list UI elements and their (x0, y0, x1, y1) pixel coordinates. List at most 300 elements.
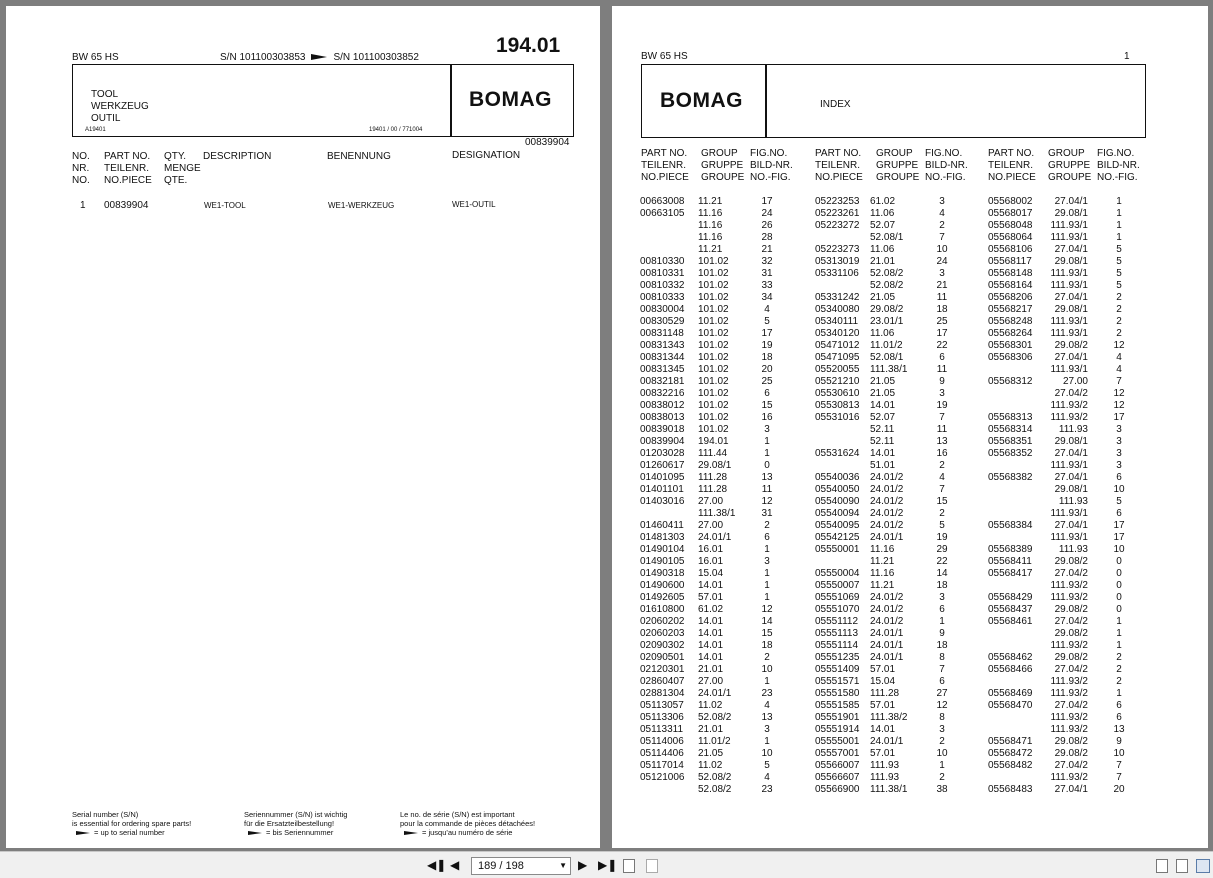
index-fig-no: 12 (1113, 340, 1125, 351)
index-part-no: 05568437 (988, 604, 1033, 615)
index-group: 27.04/2 (1054, 664, 1088, 675)
index-part-no: 05551113 (815, 628, 859, 639)
index-group: 111.93 (870, 772, 900, 783)
index-group: 194.01 (698, 436, 729, 447)
index-group: 29.08/1 (1054, 256, 1088, 267)
index-group: 14.01 (870, 724, 896, 735)
index-fig-no: 2 (1116, 328, 1122, 339)
index-part-no: 02120301 (640, 664, 685, 675)
index-fig-no: 0 (1116, 592, 1122, 603)
header-fig-2: FIG.NO. BILD-NR. NO.-FIG. (925, 148, 968, 183)
index-fig-no: 29 (936, 544, 948, 555)
title-block (72, 64, 574, 137)
index-part-no: 05568313 (988, 412, 1033, 423)
index-part-no: 00838012 (640, 400, 685, 411)
index-group: 111.38/1 (870, 364, 908, 375)
index-part-no (988, 712, 1040, 724)
index-group: 27.00 (1062, 376, 1088, 387)
index-part-no: 05568429 (988, 592, 1033, 603)
index-part-no (640, 244, 692, 256)
serial-from: S/N 101100303853 (220, 52, 306, 63)
index-part-no: 05568301 (988, 340, 1033, 351)
chevron-down-icon: ▼ (559, 861, 567, 870)
index-fig-no: 2 (1116, 316, 1122, 327)
index-group: 24.01/1 (870, 628, 904, 639)
index-part-no: 05550001 (815, 544, 860, 555)
index-group: 111.93/1 (1050, 232, 1088, 243)
index-group: 14.01 (698, 652, 724, 663)
index-fig-no: 6 (1116, 712, 1122, 723)
index-part-no: 01490318 (640, 568, 685, 579)
index-part-no: 05471095 (815, 352, 860, 363)
right-document-page (612, 6, 1208, 848)
index-part-no: 00810332 (640, 280, 685, 291)
index-part-no (988, 460, 1040, 472)
index-group: 27.04/2 (1054, 568, 1088, 579)
index-part-no: 05551069 (815, 592, 860, 603)
footer-note-fr: Le no. de série (S/N) est important pour la commande de pièces détachées! = jusqu'au numéro de série (400, 810, 536, 837)
row-benennung: WE1-WERKZEUG (328, 201, 395, 210)
index-part-no (815, 436, 867, 448)
index-group: 24.01/2 (870, 592, 904, 603)
index-part-no: 05540095 (815, 520, 860, 531)
index-part-no: 02860407 (640, 676, 685, 687)
col-header-description: DESCRIPTION (203, 151, 272, 162)
index-fig-no: 1 (764, 580, 770, 591)
index-part-no: 05340111 (815, 316, 859, 327)
index-fig-no: 6 (1116, 472, 1122, 483)
index-part-no (640, 784, 692, 796)
index-group: 111.93 (1058, 496, 1088, 507)
index-fig-no: 5 (1116, 244, 1122, 255)
index-part-column-3 (988, 196, 1040, 796)
index-group: 111.38/2 (870, 712, 908, 723)
index-fig-no: 19 (761, 340, 773, 351)
index-group: 27.04/2 (1054, 388, 1088, 399)
index-group: 11.01/2 (698, 736, 731, 747)
index-part-no (815, 280, 867, 292)
index-part-no: 02881304 (640, 688, 685, 699)
index-part-no: 00838013 (640, 412, 685, 423)
single-page-view-icon[interactable] (1156, 859, 1168, 873)
model-label: BW 65 HS (72, 52, 119, 63)
index-group: 24.01/1 (698, 532, 732, 543)
index-group: 24.01/2 (870, 520, 904, 531)
index-part-no: 01403016 (640, 496, 685, 507)
index-fig-no: 20 (1113, 784, 1125, 795)
index-fig-no: 25 (936, 316, 948, 327)
title-en: TOOL (91, 89, 119, 100)
index-fig-no: 10 (936, 244, 948, 255)
index-fig-no: 15 (761, 628, 773, 639)
index-group: 111.93/2 (1050, 400, 1088, 411)
index-group: 11.16 (870, 544, 895, 555)
index-part-no (988, 580, 1040, 592)
index-part-no: 00839904 (640, 436, 685, 447)
index-fig-no: 7 (939, 484, 945, 495)
index-group: 111.93 (1058, 424, 1088, 435)
index-fig-no: 9 (1116, 736, 1122, 747)
index-fig-no: 1 (1116, 640, 1122, 651)
index-fig-no: 18 (936, 640, 948, 651)
index-fig-no: 22 (936, 556, 948, 567)
index-part-no: 01203028 (640, 448, 685, 459)
index-group: 24.01/2 (870, 484, 904, 495)
index-group: 52.08/1 (870, 352, 904, 363)
index-part-no: 05121006 (640, 772, 685, 783)
index-fig-no: 2 (1116, 304, 1122, 315)
index-part-no: 05568002 (988, 196, 1033, 207)
bomag-logo: BOMAG (469, 88, 552, 111)
index-part-no: 05568048 (988, 220, 1033, 231)
index-fig-no: 6 (939, 352, 945, 363)
index-group: 29.08/2 (1054, 604, 1088, 615)
index-group: 52.08/1 (870, 232, 904, 243)
two-page-view-icon[interactable] (1196, 859, 1210, 873)
index-part-no: 00832216 (640, 388, 685, 399)
index-fig-no: 4 (764, 772, 770, 783)
index-group: 52.11 (870, 436, 895, 447)
index-fig-no: 21 (936, 280, 948, 291)
index-part-no (988, 496, 1040, 508)
header-fig-1: FIG.NO. BILD-NR. NO.-FIG. (750, 148, 793, 183)
index-part-no: 05551114 (815, 640, 859, 651)
header-group-3: GROUP GRUPPE GROUPE (1048, 148, 1092, 183)
index-part-no (815, 460, 867, 472)
index-part-no: 05520055 (815, 364, 860, 375)
index-part-no: 05114406 (640, 748, 684, 759)
index-group: 57.01 (870, 748, 896, 759)
index-fig-no: 2 (939, 772, 945, 783)
index-fig-no: 17 (1113, 412, 1125, 423)
header-group-1: GROUP GRUPPE GROUPE (701, 148, 745, 183)
index-group: 111.93/1 (1050, 268, 1088, 279)
index-fig-no: 2 (939, 460, 945, 471)
index-group: 11.16 (698, 232, 723, 243)
assembly-part-ref: 00839904 (525, 137, 570, 148)
index-fig-no: 5 (939, 520, 945, 531)
index-part-no (988, 400, 1040, 412)
index-fig-no: 26 (761, 220, 773, 231)
index-fig-no: 12 (1113, 388, 1125, 399)
index-fig-no: 1 (1116, 232, 1122, 243)
footer-note-de: Seriennummer (S/N) ist wichtig für die Ersatzteilbestellung! = bis Seriennummer (244, 810, 348, 837)
index-group: 51.01 (870, 460, 896, 471)
index-fig-no: 21 (761, 244, 773, 255)
index-group: 27.04/1 (1054, 448, 1088, 459)
index-fig-no: 8 (939, 652, 945, 663)
index-part-no: 00830004 (640, 304, 685, 315)
index-group: 101.02 (698, 256, 729, 267)
previous-page-icon[interactable]: ◀ (450, 858, 460, 872)
index-group: 11.06 (870, 208, 895, 219)
index-fig-column-1 (752, 196, 782, 796)
index-fig-no: 3 (764, 424, 770, 435)
index-part-no: 05568482 (988, 760, 1033, 771)
index-fig-no: 1 (764, 544, 770, 555)
index-part-no (988, 628, 1040, 640)
index-fig-no: 32 (761, 256, 773, 267)
index-group: 16.01 (698, 544, 724, 555)
index-group: 111.93/1 (1050, 364, 1088, 375)
index-part-no: 05568217 (988, 304, 1033, 315)
index-fig-no: 31 (761, 508, 773, 519)
index-fig-no: 0 (1116, 604, 1122, 615)
index-group: 111.93/2 (1050, 772, 1088, 783)
index-part-column-1 (640, 196, 692, 796)
index-fig-no: 6 (1116, 508, 1122, 519)
index-fig-column-3 (1104, 196, 1134, 796)
index-part-no: 05223273 (815, 244, 860, 255)
index-group: 29.08/2 (1054, 340, 1088, 351)
index-fig-no: 4 (764, 304, 770, 315)
index-part-no: 05568106 (988, 244, 1033, 255)
index-fig-no: 4 (764, 700, 770, 711)
index-part-no: 05531016 (815, 412, 860, 423)
model-label: BW 65 HS (641, 51, 688, 62)
index-fig-no: 14 (936, 568, 948, 579)
index-part-no (988, 772, 1040, 784)
index-fig-no: 11 (936, 292, 948, 303)
index-fig-no: 3 (939, 592, 945, 603)
index-fig-no: 1 (1116, 196, 1122, 207)
index-fig-no: 10 (761, 748, 773, 759)
index-group: 29.08/1 (1054, 484, 1088, 495)
index-group: 21.05 (870, 388, 896, 399)
index-part-no: 05540094 (815, 508, 860, 519)
index-part-no (988, 532, 1040, 544)
index-fig-no: 2 (939, 220, 945, 231)
index-part-no: 05113057 (640, 700, 684, 711)
index-part-no (988, 388, 1040, 400)
index-part-no: 01490600 (640, 580, 685, 591)
title-de: WERKZEUG (91, 101, 149, 112)
index-fig-no: 17 (1113, 520, 1125, 531)
index-fig-no: 0 (1116, 556, 1122, 567)
index-fig-no: 31 (761, 268, 773, 279)
index-part-no: 01490104 (640, 544, 685, 555)
index-group: 11.16 (870, 568, 895, 579)
up-to-arrow-icon (311, 54, 327, 60)
header-part-no-3: PART NO. TEILENR. NO.PIECE (988, 148, 1036, 183)
index-part-no: 05568248 (988, 316, 1033, 327)
index-group: 27.04/2 (1054, 616, 1088, 627)
index-part-no: 05530813 (815, 400, 860, 411)
index-group: 24.01/1 (698, 688, 732, 699)
index-group: 29.08/1 (1054, 304, 1088, 315)
index-fig-no: 23 (761, 784, 773, 795)
index-group: 21.05 (870, 376, 896, 387)
index-fig-no: 3 (1116, 460, 1122, 471)
index-part-no: 01460411 (640, 520, 684, 531)
index-fig-no: 14 (761, 616, 773, 627)
index-group: 57.01 (870, 664, 896, 675)
index-fig-no: 18 (936, 304, 948, 315)
index-group: 29.08/2 (1054, 652, 1088, 663)
index-group: 111.93/1 (1050, 220, 1088, 231)
index-group: 14.01 (870, 448, 896, 459)
index-fig-no: 1 (1116, 628, 1122, 639)
index-group: 111.93 (1058, 544, 1088, 555)
index-group: 111.93/2 (1050, 592, 1088, 603)
index-fig-no: 24 (936, 256, 948, 267)
index-part-no: 05340120 (815, 328, 860, 339)
index-part-no: 00810333 (640, 292, 685, 303)
index-group: 52.08/2 (698, 712, 732, 723)
page-group-number: 194.01 (496, 34, 561, 57)
index-group: 14.01 (698, 628, 724, 639)
index-group: 111.93/1 (1050, 328, 1088, 339)
index-part-no: 05551112 (815, 616, 859, 627)
col-header-no: NO. NR. NO. (72, 151, 90, 186)
index-fig-no: 3 (939, 268, 945, 279)
index-fig-no: 13 (761, 472, 773, 483)
index-group: 11.21 (870, 556, 895, 567)
index-fig-no: 3 (939, 388, 945, 399)
index-fig-no: 3 (764, 556, 770, 567)
index-part-column-2 (815, 196, 867, 796)
page-select[interactable] (471, 857, 571, 875)
index-group: 101.02 (698, 400, 729, 411)
index-fig-no: 7 (939, 412, 945, 423)
index-group: 16.01 (698, 556, 724, 567)
drawing-ref: A19401 (85, 127, 106, 133)
index-part-no: 05471012 (815, 340, 860, 351)
index-fig-no: 18 (761, 640, 773, 651)
index-part-no: 05568017 (988, 208, 1033, 219)
row-description: WE1-TOOL (204, 201, 246, 210)
index-part-no: 00663008 (640, 196, 685, 207)
index-part-no: 00831345 (640, 364, 685, 375)
index-fig-no: 15 (761, 400, 773, 411)
index-part-no: 05568264 (988, 328, 1033, 339)
index-fig-no: 9 (939, 628, 945, 639)
paste-page-icon[interactable] (646, 859, 658, 873)
index-group: 111.38/1 (870, 784, 908, 795)
index-part-no (988, 484, 1040, 496)
index-fig-no: 5 (764, 316, 770, 327)
next-page-icon[interactable]: ▶ (578, 858, 588, 872)
index-group: 11.16 (698, 220, 723, 231)
index-group: 111.44 (698, 448, 728, 459)
last-page-icon[interactable]: ▶❚ (598, 858, 618, 872)
index-group: 29.08/2 (870, 304, 904, 315)
index-part-no: 05555001 (815, 736, 860, 747)
index-part-no: 05551409 (815, 664, 860, 675)
index-fig-no: 2 (764, 652, 770, 663)
index-group: 11.02 (698, 700, 723, 711)
index-part-no: 00810330 (640, 256, 685, 267)
index-part-no (640, 232, 692, 244)
index-fig-no: 5 (1116, 496, 1122, 507)
index-part-no: 05340080 (815, 304, 860, 315)
index-group: 24.01/2 (870, 604, 904, 615)
index-group: 24.01/1 (870, 532, 904, 543)
index-group: 101.02 (698, 304, 729, 315)
index-fig-no: 12 (936, 700, 948, 711)
index-part-no: 01260617 (640, 460, 685, 471)
col-header-part-no: PART NO. TEILENR. NO.PIECE (104, 151, 152, 186)
index-part-no: 05521210 (815, 376, 860, 387)
index-part-no: 05313019 (815, 256, 860, 267)
index-part-no: 05540050 (815, 484, 860, 495)
index-group: 111.93/1 (1050, 460, 1088, 471)
index-group: 11.01/2 (870, 340, 903, 351)
index-part-no: 05223253 (815, 196, 860, 207)
index-fig-no: 17 (936, 328, 948, 339)
index-part-no: 05113306 (640, 712, 684, 723)
index-fig-no: 12 (1113, 400, 1125, 411)
index-fig-no: 3 (1116, 424, 1122, 435)
viewer-toolbar (0, 851, 1213, 878)
index-part-no: 02090302 (640, 640, 685, 651)
index-group: 101.02 (698, 412, 729, 423)
index-group: 21.05 (870, 292, 896, 303)
index-fig-no: 28 (761, 232, 773, 243)
index-fig-no: 7 (1116, 760, 1122, 771)
index-fig-no: 5 (1116, 268, 1122, 279)
index-fig-no: 4 (939, 208, 945, 219)
index-part-no: 05568462 (988, 652, 1033, 663)
index-group: 111.93 (870, 760, 900, 771)
index-group: 101.02 (698, 340, 729, 351)
index-fig-no: 1 (1116, 208, 1122, 219)
index-fig-no: 17 (761, 328, 773, 339)
index-fig-no: 25 (761, 376, 773, 387)
index-group: 27.04/1 (1054, 520, 1088, 531)
copy-page-icon[interactable] (623, 859, 635, 873)
index-fig-no: 3 (764, 724, 770, 735)
index-group: 52.08/2 (870, 280, 904, 291)
index-group: 111.93/1 (1050, 280, 1088, 291)
first-page-icon[interactable]: ◀❚ (427, 858, 447, 872)
index-group: 52.11 (870, 424, 895, 435)
header-part-no-2: PART NO. TEILENR. NO.PIECE (815, 148, 863, 183)
index-group: 27.04/1 (1054, 292, 1088, 303)
index-part-no: 01401095 (640, 472, 685, 483)
index-group: 21.05 (698, 748, 724, 759)
index-group: 11.02 (698, 760, 723, 771)
continuous-view-icon[interactable] (1176, 859, 1188, 873)
index-part-no: 00831148 (640, 328, 684, 339)
index-part-no: 00831344 (640, 352, 685, 363)
index-fig-no: 17 (761, 196, 773, 207)
index-part-no: 05568384 (988, 520, 1033, 531)
index-fig-no: 1 (764, 448, 770, 459)
index-part-no: 02060202 (640, 616, 685, 627)
index-group: 24.01/2 (870, 472, 904, 483)
index-fig-no: 15 (936, 496, 948, 507)
index-fig-no: 5 (1116, 256, 1122, 267)
index-fig-no: 2 (939, 736, 945, 747)
index-group: 101.02 (698, 424, 729, 435)
index-fig-no: 0 (1116, 568, 1122, 579)
index-fig-no: 4 (939, 472, 945, 483)
index-fig-no: 16 (936, 448, 948, 459)
index-part-no: 05550007 (815, 580, 860, 591)
index-group: 29.08/2 (1054, 556, 1088, 567)
index-fig-no: 1 (764, 736, 770, 747)
index-group: 101.02 (698, 328, 729, 339)
index-group: 57.01 (870, 700, 896, 711)
index-fig-no: 16 (761, 412, 773, 423)
index-part-no: 05568483 (988, 784, 1033, 795)
index-group-column-1 (698, 196, 744, 796)
title-block (641, 64, 1146, 138)
index-fig-no: 3 (939, 724, 945, 735)
index-fig-no: 7 (1116, 772, 1122, 783)
index-fig-no: 3 (1116, 448, 1122, 459)
